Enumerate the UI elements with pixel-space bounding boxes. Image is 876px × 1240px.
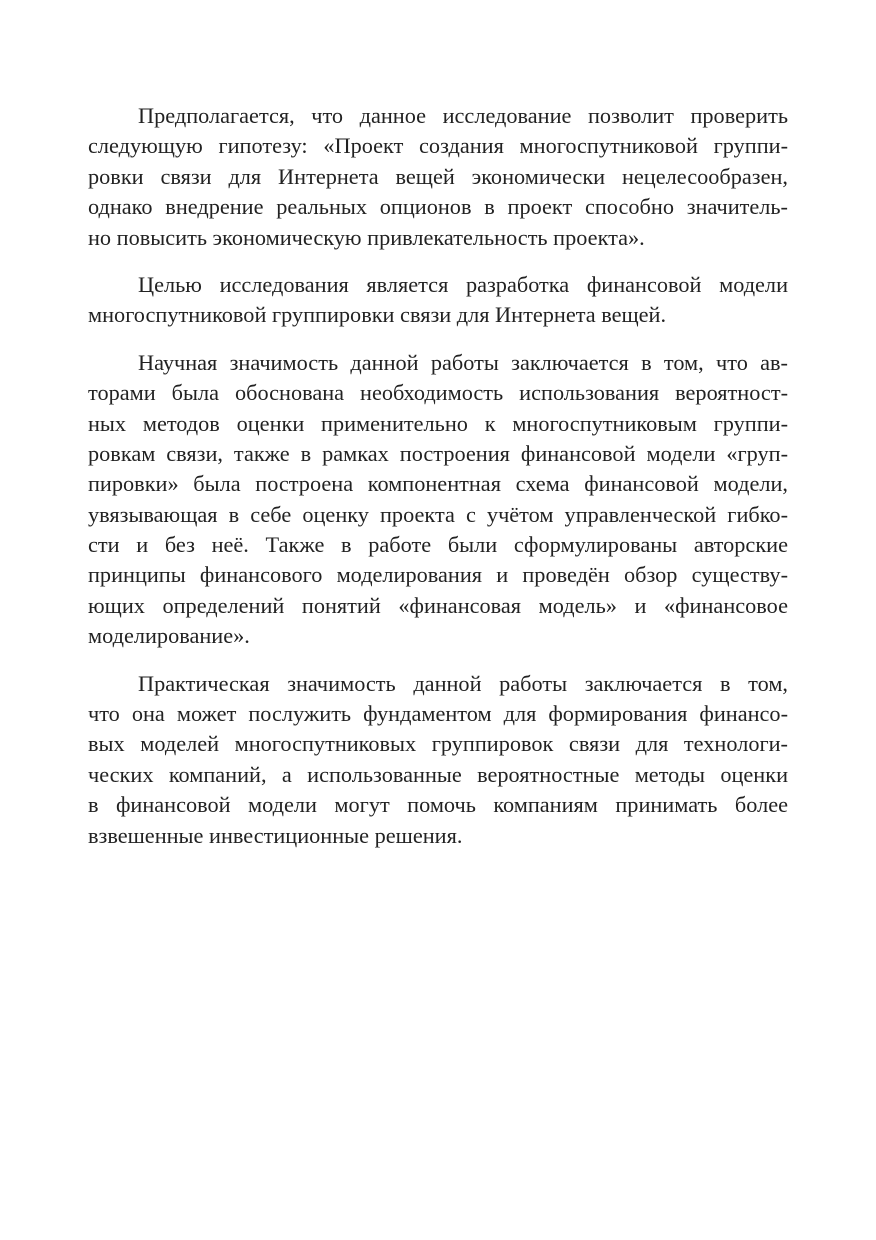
text-line: ровки связи для Интернета вещей экономически нецелесообразен, [88,163,788,189]
text-line: вых моделей многоспутниковых группировок связи для технологи- [88,731,788,757]
text-line: взвешенные инвестиционные решения. [88,822,463,848]
text-line: но повысить экономическую привлекательность проекта». [88,224,645,250]
text-line: следующую гипотезу: «Проект создания многоспутниковой группи- [88,133,788,159]
text-line: ных методов оценки применительно к многоспутниковым группи- [88,410,788,436]
text-line: торами была обоснована необходимость использования вероятност- [88,380,788,406]
document-page [88,101,788,851]
text-line: в финансовой модели могут помочь компаниям принимать более [88,792,788,818]
text-line: многоспутниковой группировки связи для Интернета вещей. [88,302,667,328]
text-line: Научная значимость данной работы заключается в том, что ав- [138,349,788,375]
text-line: ющих определений понятий «финансовая модель» и «финансовое [88,592,788,618]
paragraph-practical-significance [88,669,788,851]
text-line: ровкам связи, также в рамках построения финансовой модели «груп- [88,440,788,466]
text-line: Целью исследования является разработка финансовой модели [138,271,788,297]
paragraph-hypothesis [88,101,788,253]
text-line: моделирование». [88,623,250,649]
paragraph-goal [88,270,788,331]
text-line: увязывающая в себе оценку проекта с учётом управленческой гибко- [88,501,788,527]
text-line: сти и без неё. Также в работе были сформулированы авторские [88,532,788,558]
text-line: пировки» была построена компонентная схема финансовой модели, [88,471,788,497]
text-line: ческих компаний, а использованные вероятностные методы оценки [88,761,788,787]
paragraph-scientific-significance [88,348,788,652]
text-line: принципы финансового моделирования и проведён обзор существу- [88,562,788,588]
text-line: однако внедрение реальных опционов в проект способно значитель- [88,194,788,220]
text-line: Предполагается, что данное исследование позволит проверить [138,103,788,128]
text-line: что она может послужить фундаментом для формирования финансо- [88,701,788,727]
text-line: Практическая значимость данной работы заключается в том, [138,670,788,696]
